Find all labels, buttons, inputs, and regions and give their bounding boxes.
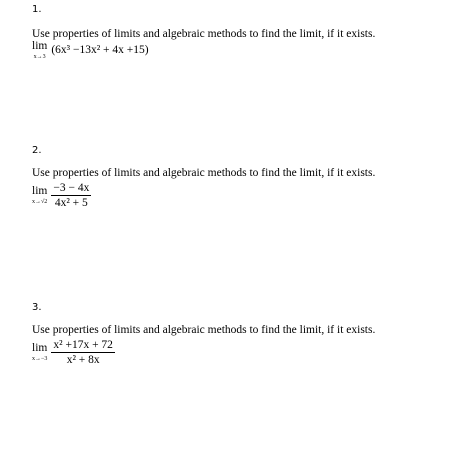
- lim-word: lim: [32, 40, 48, 52]
- problem-2: [32, 145, 452, 209]
- problem-3: [32, 302, 452, 366]
- limit-operator: [32, 186, 47, 205]
- limit-operator: [32, 343, 47, 362]
- fraction-denominator: 4x² + 5: [54, 197, 88, 210]
- problem-number: 2.: [32, 145, 42, 156]
- fraction-numerator: x² +17x + 72: [51, 339, 115, 353]
- limit-approach: x→−3: [32, 355, 48, 362]
- limit-approach: x→√2: [32, 198, 48, 205]
- limit-expression: [32, 182, 452, 209]
- problem-number: 3.: [32, 302, 42, 313]
- limit-approach: x→3: [33, 53, 46, 60]
- fraction-denominator: x² + 8x: [66, 354, 100, 367]
- fraction: [51, 182, 91, 209]
- problem-instruction: Use properties of limits and algebraic methods to find the limit, if it exists.: [32, 28, 376, 40]
- lim-word: lim: [32, 185, 48, 198]
- problem-1: [32, 4, 452, 60]
- limit-expression: [32, 41, 452, 60]
- limit-expression: [32, 339, 452, 366]
- fraction-numerator: −3 − 4x: [51, 182, 91, 196]
- fraction: [51, 339, 115, 366]
- problem-instruction: Use properties of limits and algebraic methods to find the limit, if it exists.: [32, 324, 376, 336]
- limit-body: (6x³ −13x² + 4x +15): [51, 44, 149, 57]
- lim-word: lim: [32, 342, 48, 355]
- problem-instruction: Use properties of limits and algebraic methods to find the limit, if it exists.: [32, 167, 376, 179]
- problem-number: 1.: [32, 4, 42, 15]
- limit-operator: [32, 41, 47, 60]
